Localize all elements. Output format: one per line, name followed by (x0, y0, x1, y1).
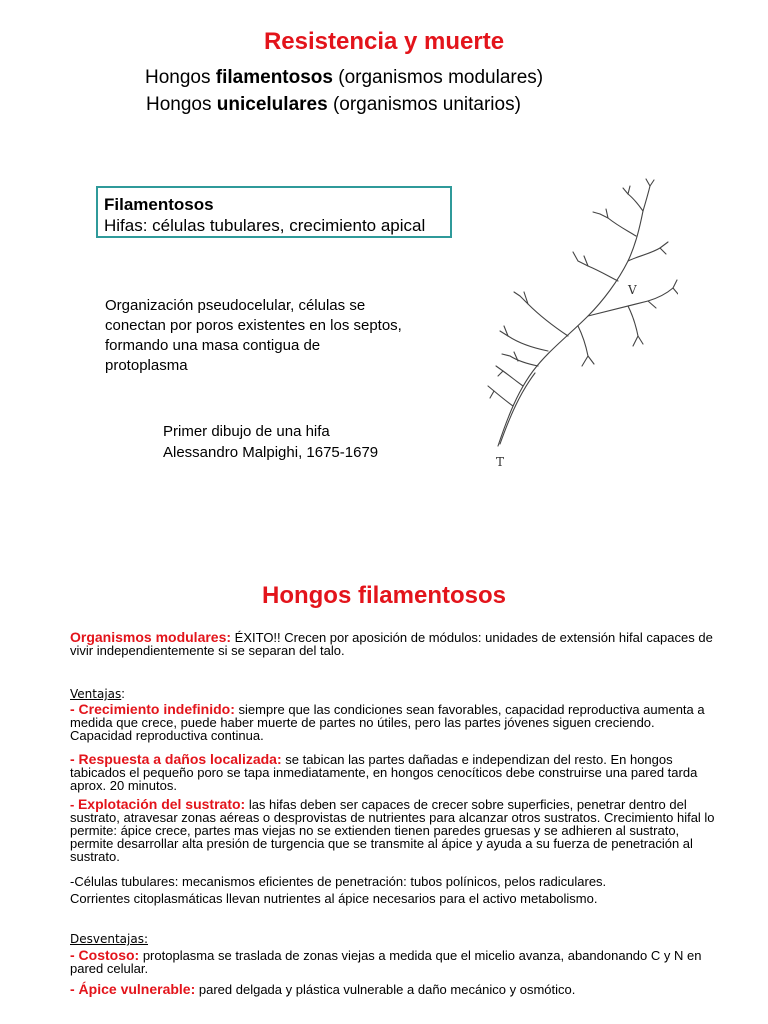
ventaja-item (70, 753, 715, 792)
desventaja-label: - Ápice vulnerable: (70, 981, 196, 997)
intro-line-unicelulares (146, 94, 521, 116)
filamentosos-box (96, 186, 452, 238)
intro-text: ÉXITO!! Crecen por aposición de módulos: unidades de extensión hifal capaces de vivir independientemente si se separan del talo. (70, 630, 713, 658)
intro-paragraph (70, 631, 715, 657)
intro-prefix: Hongos (145, 67, 216, 88)
ventaja-label: - Crecimiento indefinido: (70, 701, 235, 717)
ventaja-item (70, 798, 715, 863)
ventaja-label: Explotación del sustrato: (77, 796, 246, 812)
intro-prefix: Hongos (146, 94, 217, 115)
tubular-line-2: Corrientes citoplasmáticas llevan nutrientes al ápice necesarios para el activo metabolismo. (70, 891, 598, 906)
drawing-letter-v: V (628, 283, 637, 297)
caption-line-2: Alessandro Malpighi, 1675-1679 (163, 444, 379, 461)
desventajas-label: Desventajas: (70, 932, 149, 946)
drawing-letter-t: T (496, 455, 505, 469)
ventajas-heading (70, 687, 715, 701)
ventaja-text: se tabican las partes dañadas e independizan del resto. En hongos tabicados el pequeño poro se tapa inmediatamente, en hongos cenocíticos debe construirse una pared tarda aprox. 20 minutos. (70, 752, 698, 793)
intro-label: Organismos modulares: (70, 629, 232, 645)
ventajas-label: Ventajas (70, 687, 122, 701)
ventaja-text: las hifas deben ser capaces de crecer sobre superficies, penetrar dentro del sustrato, atravesar zonas aéreas o desprovistas de nutrientes para alcanzar otros sustratos. Crecimiento hifal lo permite: ápice crece, partes mas viejas no se extienden tienen paredes gruesas y se adhieren al sustrato, permite desarrollar alta presión de turgencia que se transmite al ápice y ayuda a su fuerza de penetración al sustrato. (70, 797, 715, 864)
desventaja-text: protoplasma se traslada de zonas viejas a medida que el micelio avanza, abandonando C y N en pared celular. (70, 948, 702, 976)
ventaja-label: - Respuesta a daños localizada: (70, 751, 282, 767)
desventaja-item (70, 949, 715, 975)
intro-suffix: (organismos unitarios) (327, 94, 521, 115)
desventajas-heading (70, 932, 715, 946)
box-text: Hifas: células tubulares, crecimiento apical (104, 216, 426, 235)
intro-bold: unicelulares (216, 94, 328, 115)
desventaja-item (70, 983, 715, 996)
intro-suffix: (organismos modulares) (332, 67, 544, 88)
intro-line-filamentosos (145, 67, 543, 89)
caption-line-1: Primer dibujo de una hifa (163, 423, 330, 440)
box-title: Filamentosos (104, 195, 214, 214)
drawing-caption (163, 421, 378, 463)
hypha-drawing (478, 176, 678, 476)
desventaja-label: - Costoso: (70, 947, 140, 963)
ventajas-colon: : (121, 686, 125, 701)
section-title: Hongos filamentosos (261, 582, 507, 609)
ventaja-dash: - (70, 797, 78, 812)
intro-bold: filamentosos (215, 67, 333, 88)
slide-title: Resistencia y muerte (263, 28, 505, 55)
ventaja-text: siempre que las condiciones sean favorables, capacidad reproductiva aumenta a medida que crece, puede haber muerte de partes no útiles, pero las partes jóvenes siguen creciendo. Capacidad reproductiva continua. (70, 702, 705, 743)
desventaja-text: pared delgada y plástica vulnerable a daño mecánico y osmótico. (195, 982, 576, 997)
tubular-line-1: -Células tubulares: mecanismos eficientes de penetración: tubos polínicos, pelos radiculares. (70, 874, 607, 889)
ventaja-item (70, 703, 715, 742)
organization-text: Organización pseudocelular, células se conectan por poros existentes en los septos, formando una masa contigua de protoplasma (105, 297, 402, 374)
